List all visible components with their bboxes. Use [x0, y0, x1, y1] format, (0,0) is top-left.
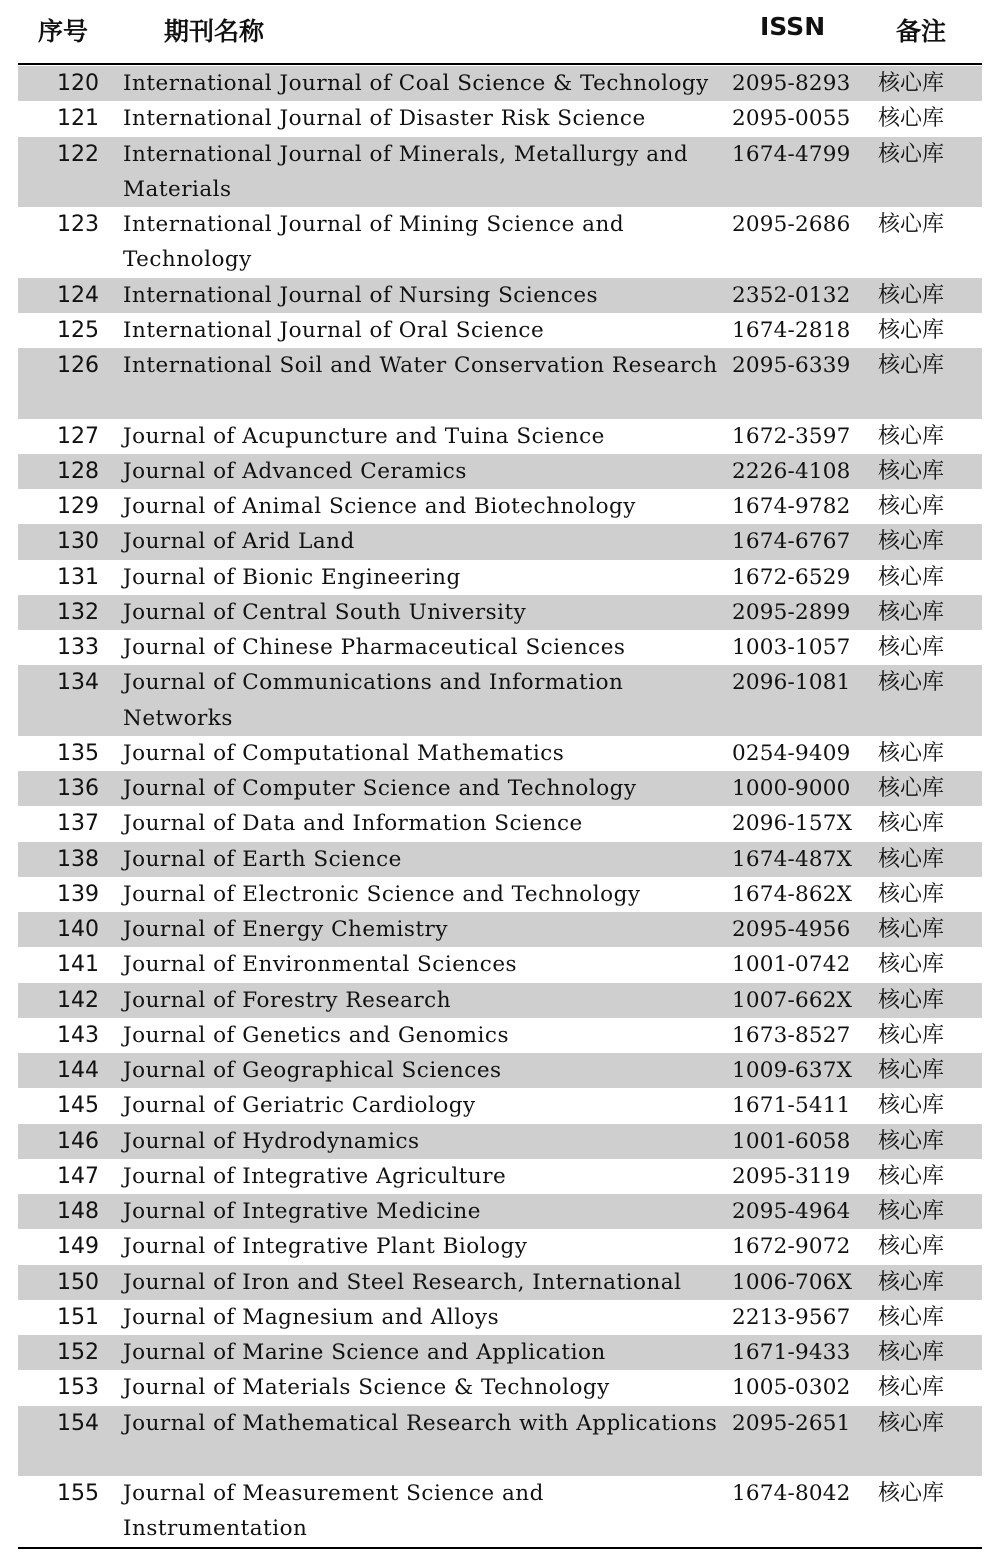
table-row	[18, 1018, 982, 1053]
row-note: 核心库	[878, 529, 945, 555]
row-journal-name: Journal of Iron and Steel Research, International	[123, 1269, 682, 1295]
table-row	[18, 1053, 982, 1088]
row-note: 核心库	[878, 1304, 945, 1330]
row-journal-name: Journal of Geographical Sciences	[123, 1058, 502, 1083]
table-row	[18, 1194, 982, 1229]
row-note: 核心库	[878, 212, 945, 237]
row-seq-number: 142	[57, 987, 99, 1013]
table-row	[18, 1124, 982, 1159]
row-issn: 2095-6339	[732, 353, 851, 378]
table-row	[18, 1476, 982, 1547]
row-seq-number: 120	[57, 71, 99, 96]
row-seq-number: 129	[57, 494, 99, 519]
row-note: 核心库	[878, 917, 945, 942]
row-note: 核心库	[878, 1128, 945, 1154]
header-divider	[18, 63, 982, 65]
table-row	[18, 665, 982, 736]
table-row	[18, 348, 982, 419]
row-issn: 1003-1057	[732, 635, 851, 660]
row-note: 核心库	[878, 1340, 945, 1365]
row-note: 核心库	[878, 1234, 945, 1260]
row-journal-name: Journal of Computational Mathematics	[123, 740, 565, 766]
row-journal-name: Journal of Communications and Information Networks	[123, 670, 624, 731]
row-note: 核心库	[878, 952, 945, 978]
row-note: 核心库	[878, 846, 945, 872]
table-header	[0, 0, 1000, 62]
row-journal-name: Journal of Integrative Agriculture	[123, 1163, 507, 1189]
row-issn: 1672-9072	[732, 1234, 851, 1260]
row-note: 核心库	[878, 458, 945, 484]
row-seq-number: 148	[57, 1199, 99, 1224]
table-row	[18, 771, 982, 806]
table-row	[18, 842, 982, 877]
row-issn: 2095-3119	[732, 1163, 851, 1189]
column-header-note: 备注	[896, 17, 947, 46]
row-journal-name: Journal of Central South University	[123, 599, 527, 625]
row-journal-name: Journal of Acupuncture and Tuina Science	[123, 423, 605, 449]
row-journal-name: Journal of Geriatric Cardiology	[123, 1093, 476, 1119]
journal-table	[18, 66, 982, 1547]
table-row	[18, 419, 982, 454]
row-note: 核心库	[878, 635, 945, 660]
row-issn: 2352-0132	[732, 282, 851, 308]
row-seq-number: 155	[57, 1481, 99, 1506]
row-journal-name: Journal of Marine Science and Application	[123, 1340, 606, 1365]
row-issn: 1001-6058	[732, 1128, 851, 1154]
row-seq-number: 132	[57, 599, 99, 625]
row-issn: 2213-9567	[732, 1304, 851, 1330]
row-journal-name: Journal of Chinese Pharmaceutical Sciences	[123, 635, 626, 660]
row-note: 核心库	[878, 1481, 945, 1506]
row-seq-number: 127	[57, 423, 99, 449]
row-seq-number: 138	[57, 846, 99, 872]
row-journal-name: Journal of Energy Chemistry	[123, 917, 448, 942]
row-seq-number: 121	[57, 106, 99, 132]
row-seq-number: 145	[57, 1093, 99, 1119]
row-issn: 1672-3597	[732, 423, 851, 449]
row-note: 核心库	[878, 564, 945, 590]
table-row	[18, 1088, 982, 1123]
row-issn: 2095-4964	[732, 1199, 851, 1224]
row-note: 核心库	[878, 811, 945, 837]
table-row	[18, 736, 982, 771]
row-issn: 1674-862X	[732, 881, 853, 907]
row-issn: 1674-2818	[732, 317, 851, 343]
row-journal-name: Journal of Electronic Science and Technology	[123, 881, 641, 907]
row-issn: 1000-9000	[732, 776, 851, 801]
table-row	[18, 983, 982, 1018]
row-issn: 2095-2899	[732, 599, 851, 625]
row-journal-name: Journal of Animal Science and Biotechnology	[123, 494, 636, 519]
row-note: 核心库	[878, 494, 945, 519]
row-issn: 1674-8042	[732, 1481, 851, 1506]
row-seq-number: 126	[57, 353, 99, 378]
row-seq-number: 125	[57, 317, 99, 343]
row-note: 核心库	[878, 670, 945, 696]
row-note: 核心库	[878, 423, 945, 449]
row-note: 核心库	[878, 987, 945, 1013]
table-row	[18, 454, 982, 489]
table-row	[18, 947, 982, 982]
row-journal-name: Journal of Measurement Science and Instrumentation	[123, 1481, 544, 1542]
row-seq-number: 131	[57, 564, 99, 590]
table-row	[18, 207, 982, 278]
column-header-issn: ISSN	[760, 12, 826, 41]
row-seq-number: 122	[57, 141, 99, 167]
row-journal-name: Journal of Data and Information Science	[123, 811, 583, 837]
row-seq-number: 140	[57, 917, 99, 942]
row-note: 核心库	[878, 881, 945, 907]
row-note: 核心库	[878, 1058, 945, 1083]
row-note: 核心库	[878, 353, 945, 378]
table-row	[18, 489, 982, 524]
row-journal-name: Journal of Bionic Engineering	[123, 564, 461, 590]
row-note: 核心库	[878, 1199, 945, 1224]
table-row	[18, 66, 982, 101]
row-journal-name: Journal of Environmental Sciences	[123, 952, 518, 978]
row-issn: 1007-662X	[732, 987, 853, 1013]
row-seq-number: 150	[57, 1269, 99, 1295]
row-journal-name: Journal of Computer Science and Technology	[123, 776, 637, 801]
row-issn: 1674-487X	[732, 846, 853, 872]
row-seq-number: 134	[57, 670, 99, 696]
row-seq-number: 147	[57, 1163, 99, 1189]
row-journal-name: International Journal of Disaster Risk Science	[123, 106, 646, 132]
row-issn: 2095-0055	[732, 106, 851, 132]
table-row	[18, 560, 982, 595]
column-header-seq: 序号	[38, 17, 89, 46]
table-row	[18, 278, 982, 313]
row-journal-name: Journal of Arid Land	[123, 529, 355, 555]
row-seq-number: 139	[57, 881, 99, 907]
row-journal-name: International Journal of Oral Science	[123, 317, 545, 343]
row-issn: 2096-157X	[732, 811, 853, 837]
table-row	[18, 877, 982, 912]
row-seq-number: 130	[57, 529, 99, 555]
row-seq-number: 144	[57, 1058, 99, 1083]
row-note: 核心库	[878, 1093, 945, 1119]
table-row	[18, 137, 982, 208]
row-issn: 1009-637X	[732, 1058, 853, 1083]
table-row	[18, 1229, 982, 1264]
row-seq-number: 154	[57, 1410, 99, 1436]
row-issn: 2095-4956	[732, 917, 851, 942]
row-note: 核心库	[878, 740, 945, 766]
row-issn: 2226-4108	[732, 458, 851, 484]
row-seq-number: 128	[57, 458, 99, 484]
row-issn: 2096-1081	[732, 670, 851, 696]
row-issn: 1671-9433	[732, 1340, 851, 1365]
row-journal-name: Journal of Magnesium and Alloys	[123, 1304, 500, 1330]
table-bottom-rule	[18, 1547, 982, 1549]
row-seq-number: 149	[57, 1234, 99, 1260]
row-note: 核心库	[878, 1022, 945, 1048]
table-row	[18, 1335, 982, 1370]
row-journal-name: Journal of Materials Science & Technology	[123, 1375, 610, 1401]
row-issn: 1674-6767	[732, 529, 851, 555]
row-journal-name: Journal of Hydrodynamics	[123, 1128, 420, 1154]
table-row	[18, 1159, 982, 1194]
row-seq-number: 146	[57, 1128, 99, 1154]
row-note: 核心库	[878, 71, 945, 96]
table-row	[18, 101, 982, 136]
table-row	[18, 1265, 982, 1300]
row-note: 核心库	[878, 599, 945, 625]
row-note: 核心库	[878, 141, 945, 167]
row-seq-number: 153	[57, 1375, 99, 1401]
row-note: 核心库	[878, 776, 945, 801]
row-issn: 1672-6529	[732, 564, 851, 590]
row-issn: 0254-9409	[732, 740, 851, 766]
table-row	[18, 1300, 982, 1335]
row-journal-name: International Journal of Coal Science & Technology	[123, 71, 709, 96]
row-seq-number: 123	[57, 212, 99, 237]
table-row	[18, 313, 982, 348]
row-issn: 1673-8527	[732, 1022, 851, 1048]
row-note: 核心库	[878, 1410, 945, 1436]
row-note: 核心库	[878, 282, 945, 308]
row-issn: 2095-2686	[732, 212, 851, 237]
table-row	[18, 806, 982, 841]
row-issn: 1001-0742	[732, 952, 851, 978]
row-issn: 2095-2651	[732, 1410, 851, 1436]
row-issn: 1671-5411	[732, 1093, 851, 1119]
row-journal-name: Journal of Integrative Plant Biology	[123, 1234, 528, 1260]
row-journal-name: Journal of Earth Science	[123, 846, 402, 872]
table-row	[18, 1370, 982, 1405]
row-issn: 2095-8293	[732, 71, 851, 96]
row-note: 核心库	[878, 1163, 945, 1189]
table-row	[18, 524, 982, 559]
row-note: 核心库	[878, 1375, 945, 1401]
row-journal-name: International Journal of Minerals, Metallurgy and Materials	[123, 141, 689, 202]
row-journal-name: International Journal of Mining Science and Technology	[123, 212, 625, 273]
row-journal-name: Journal of Integrative Medicine	[123, 1199, 481, 1224]
row-issn: 1005-0302	[732, 1375, 851, 1401]
row-note: 核心库	[878, 106, 945, 132]
table-row	[18, 1406, 982, 1477]
row-seq-number: 151	[57, 1304, 99, 1330]
row-seq-number: 143	[57, 1022, 99, 1048]
row-seq-number: 152	[57, 1340, 99, 1365]
row-journal-name: Journal of Forestry Research	[123, 987, 452, 1013]
row-note: 核心库	[878, 317, 945, 343]
row-seq-number: 133	[57, 635, 99, 660]
row-note: 核心库	[878, 1269, 945, 1295]
row-journal-name: International Soil and Water Conservation Research	[123, 353, 718, 378]
row-issn: 1674-9782	[732, 494, 851, 519]
row-journal-name: International Journal of Nursing Sciences	[123, 282, 599, 308]
row-seq-number: 135	[57, 740, 99, 766]
row-journal-name: Journal of Mathematical Research with Applications	[123, 1410, 718, 1436]
row-issn: 1006-706X	[732, 1269, 853, 1295]
table-row	[18, 912, 982, 947]
row-seq-number: 124	[57, 282, 99, 308]
row-journal-name: Journal of Genetics and Genomics	[123, 1022, 509, 1048]
row-journal-name: Journal of Advanced Ceramics	[123, 458, 467, 484]
row-seq-number: 141	[57, 952, 99, 978]
row-seq-number: 136	[57, 776, 99, 801]
table-row	[18, 595, 982, 630]
row-issn: 1674-4799	[732, 141, 851, 167]
row-seq-number: 137	[57, 811, 99, 837]
column-header-journal-name: 期刊名称	[164, 17, 265, 46]
table-row	[18, 630, 982, 665]
